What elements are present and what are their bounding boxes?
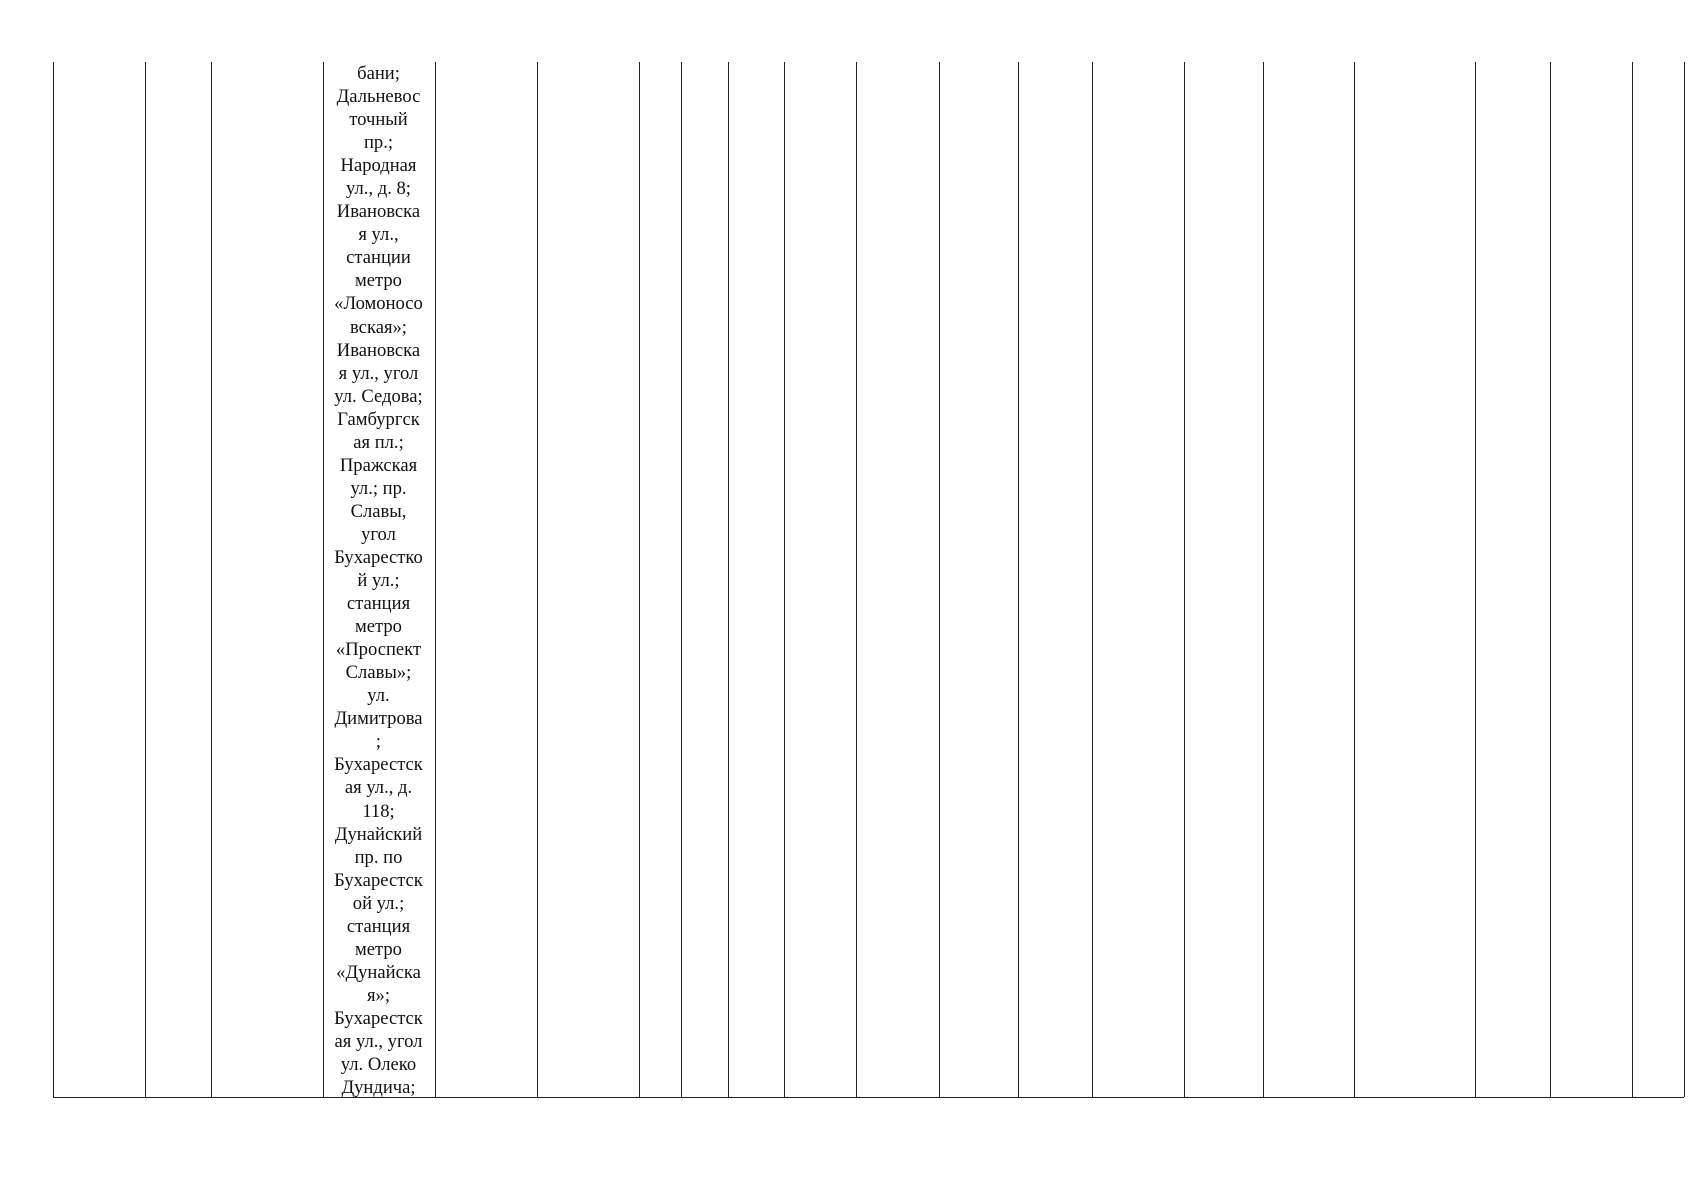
- column-border: [784, 62, 785, 1097]
- column-border: [1184, 62, 1185, 1097]
- column-border: [1684, 62, 1685, 1097]
- column-border: [728, 62, 729, 1097]
- column-border: [856, 62, 857, 1097]
- column-border: [435, 62, 436, 1097]
- column-border: [145, 62, 146, 1097]
- column-border: [1354, 62, 1355, 1097]
- table-fragment: [53, 62, 1684, 1098]
- column-border: [211, 62, 212, 1097]
- column-border: [1263, 62, 1264, 1097]
- column-border: [681, 62, 682, 1097]
- address-cell-text: бани; Дальневос точный пр.; Народная ул., д. 8; Ивановска я ул., станции метро «Ломоносо вская»; Ивановска я ул., угол ул. Седова; Гамбургск ая пл.; Пражская ул.; пр. Славы, угол Бухарестко й ул.; станция метро «Проспект Славы»; ул. Димитрова ; Бухарестск ая ул., д. 118; Дунайский пр. по Бухарестск ой ул.; станция метро «Дунайска я»; Бухарестск ая ул., угол ул. Олеко Дундича;: [334, 63, 423, 1099]
- column-border: [639, 62, 640, 1097]
- column-border: [537, 62, 538, 1097]
- column-border: [1632, 62, 1633, 1097]
- column-border: [1550, 62, 1551, 1097]
- column-border: [1092, 62, 1093, 1097]
- column-border: [1475, 62, 1476, 1097]
- column-border: [939, 62, 940, 1097]
- column-border: [1018, 62, 1019, 1097]
